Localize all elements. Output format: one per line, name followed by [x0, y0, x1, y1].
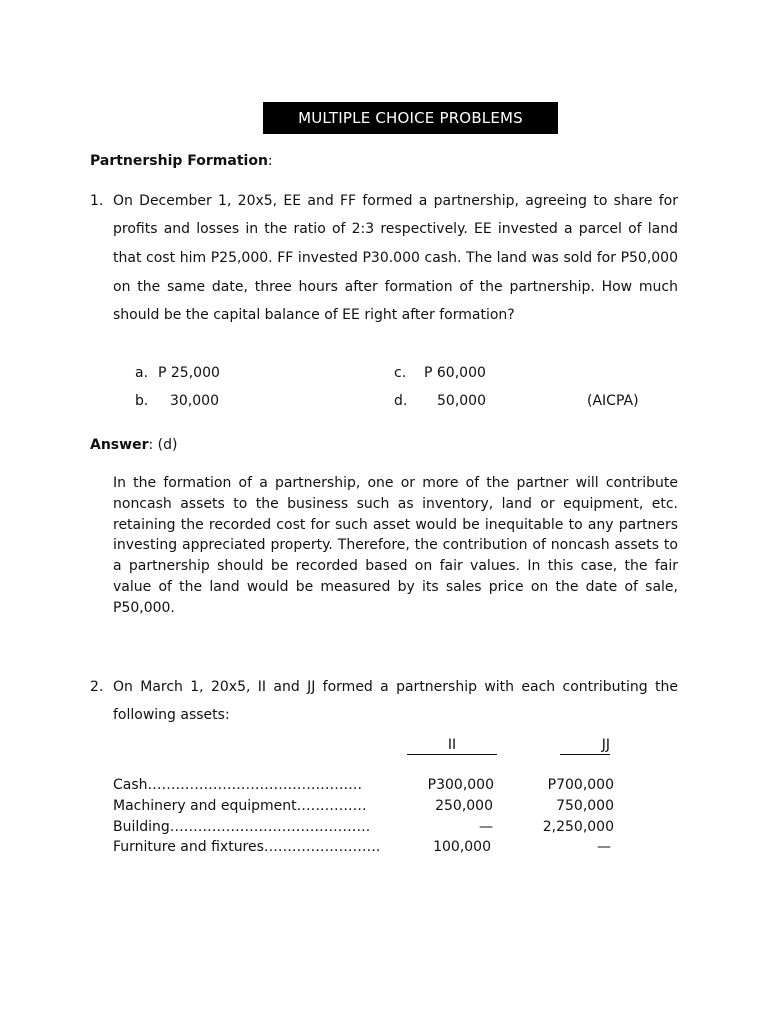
cell-ii: 250,000 [435, 798, 493, 814]
source-tag: (AICPA) [587, 393, 639, 409]
q2-line: following assets: [113, 707, 230, 723]
section-heading [90, 153, 273, 169]
q2-line: On March 1, 20x5, II and JJ formed a partnership with each contributing the [113, 679, 678, 695]
q1-line: on the same date, three hours after formation of the partnership. How much [113, 279, 678, 295]
choice-c-value: P 60,000 [424, 365, 486, 381]
column-header-ii: II [407, 737, 497, 755]
section-title-colon: : [267, 153, 273, 169]
choice-b-letter: b. [135, 393, 149, 409]
choice-a-letter: a. [135, 365, 149, 381]
q1-number: 1. [90, 193, 104, 209]
section-title: Partnership Formation [90, 153, 268, 169]
cell-jj: P700,000 [547, 777, 614, 793]
choice-a-value: P 25,000 [158, 365, 220, 381]
q2-number: 2. [90, 679, 104, 695]
q1-line: that cost him P25,000. FF invested P30.000 cash. The land was sold for P50,000 [113, 250, 678, 266]
q1-line: should be the capital balance of EE right after formation? [113, 307, 515, 323]
cell-ii: 100,000 [433, 839, 491, 855]
cell-jj: 750,000 [556, 798, 614, 814]
answer-explanation: In the formation of a partnership, one or more of the partner will contribute noncash assets to the business such as inventory, land or equipment, etc. retaining the recorded cost for such asset would be inequitable to any partners investing appreciated property. Therefore, the contribution of noncash assets to a partnership should be recorded based on fair values. In this case, the fair value of the land would be measured by its sales price on the date of sale, P50,000. [113, 475, 678, 616]
section-banner: MULTIPLE CHOICE PROBLEMS [263, 102, 558, 134]
row-label: Building……………………………………. [113, 819, 371, 835]
choice-c-letter: c. [394, 365, 407, 381]
cell-ii: — [479, 819, 493, 835]
column-header-jj: JJ [560, 737, 610, 755]
cell-jj: 2,250,000 [542, 819, 614, 835]
row-label: Furniture and fixtures……………………. [113, 839, 381, 855]
row-label: Machinery and equipment…………… [113, 798, 367, 814]
row-label: Cash………………………………………. [113, 777, 362, 793]
answer-value: : (d) [148, 437, 178, 453]
cell-ii: P300,000 [427, 777, 494, 793]
q1-line: profits and losses in the ratio of 2:3 respectively. EE invested a parcel of land [113, 221, 678, 237]
q1-line: On December 1, 20x5, EE and FF formed a partnership, agreeing to share for [113, 193, 678, 209]
choice-b-value: 30,000 [170, 393, 219, 409]
cell-jj: — [597, 839, 611, 855]
choice-d-letter: d. [394, 393, 408, 409]
answer-label: Answer [90, 437, 149, 453]
answer-line [90, 437, 177, 453]
choice-d-value: 50,000 [437, 393, 486, 409]
